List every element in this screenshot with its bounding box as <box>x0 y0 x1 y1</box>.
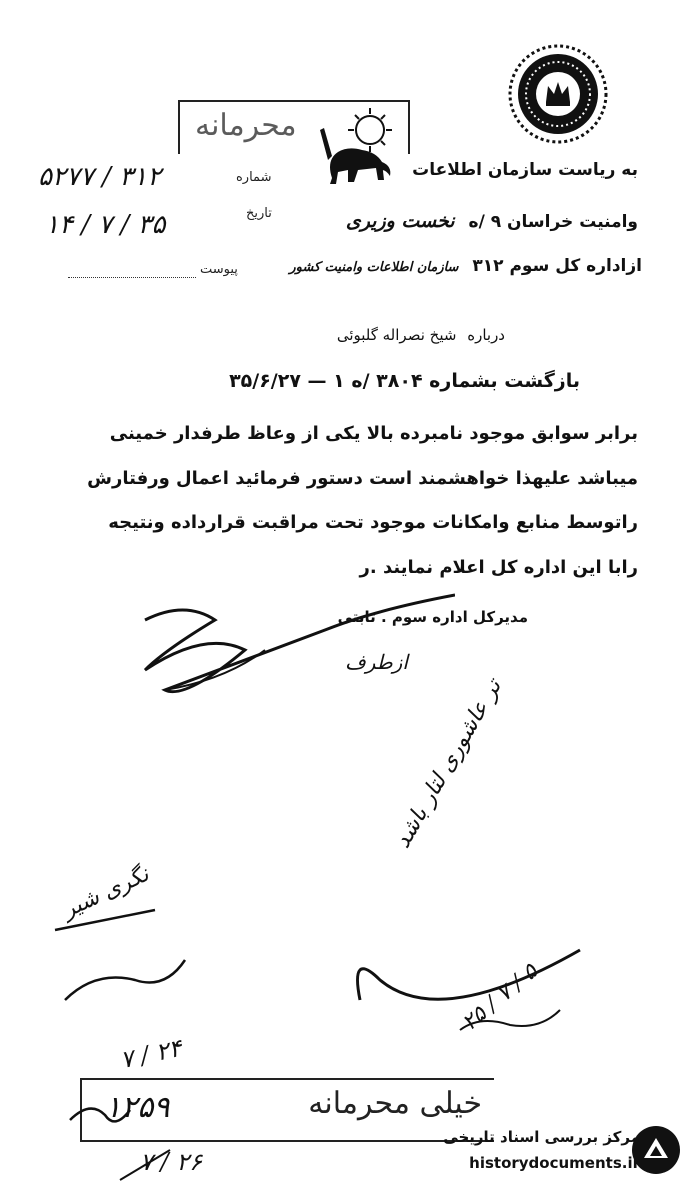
date-label: تاریخ <box>246 206 272 221</box>
subject-label: درباره <box>467 326 505 344</box>
confidential-stamp-top-text: محرمانه <box>195 108 297 143</box>
body-line-1: برابر سوابق موجود نامبرده بالا یکی از وعاظ طرفدار خمینی <box>109 423 638 444</box>
reference-line: بازگشت بشماره ۳۸۰۴ /ه ۱ — ۳۵/۶/۲۷ <box>229 370 580 392</box>
savak-handwritten: سازمان اطلاعات وامنیت کشور <box>289 260 459 275</box>
body-line-4: رابا این اداره کل اعلام نمایند .ر <box>359 557 638 578</box>
number-row <box>236 170 271 185</box>
number-value-handwritten: ۵۲۷۷ / ۳۱۲ <box>38 162 162 192</box>
signatory-title: مدیرکل اداره سوم . ثابتی <box>337 608 528 626</box>
watermark-url: historydocuments.ir <box>469 1154 640 1172</box>
addressee-line: به ریاست سازمان اطلاعات <box>412 160 638 180</box>
lion-and-sun-icon <box>318 100 398 195</box>
subject-value: شیخ نصراله گلبوئی <box>336 326 457 344</box>
prime-ministry-handwritten: نخست وزیری <box>345 210 455 232</box>
handwritten-note-left-text: نگری شیر <box>59 861 153 924</box>
stamp-bottom-date: ۷ / ۲۴ <box>117 1033 185 1075</box>
watermark-title: مرکز بررسی اسناد تاریخی <box>443 1128 640 1146</box>
emblem-seal-icon <box>508 44 608 144</box>
top-secret-stamp-text: خیلی محرمانه <box>308 1086 482 1121</box>
number-label: شماره <box>236 170 272 185</box>
handwritten-note-right-text: تر عاشوری لتار باشد <box>390 675 507 853</box>
from-line <box>289 256 642 276</box>
bottom-handwritten-date: ۷ / ۲۶ <box>140 1148 203 1176</box>
handwritten-note-right-date: ۲۵ / ۷ / ۵ <box>457 958 543 1037</box>
attachment-label: پیوست <box>200 262 238 277</box>
date-row <box>246 206 272 221</box>
body-line-2: میباشد علیهذا خواهشمند است دستور فرمائید اعمال ورفتارش <box>87 468 638 489</box>
stamp-bottom-number: ۱۲۵۹ <box>105 1090 170 1125</box>
signature-on-behalf: ازطرف <box>345 650 408 674</box>
date-value-handwritten: ۱۴ / ۷ / ۳۵ <box>45 210 166 240</box>
addressee-line-2-printed: وامنیت خراسان ۹ /ه <box>468 212 638 232</box>
attachment-dots <box>68 277 196 278</box>
handwritten-note-right <box>320 800 600 1050</box>
from-line-printed: ازاداره کل سوم ۳۱۲ <box>472 256 642 276</box>
subject-row <box>337 326 505 344</box>
bottom-initials-scrawl <box>60 1040 260 1188</box>
addressee-line-2 <box>346 210 638 232</box>
body-line-3: راتوسط منابع وامکانات موجود تحت مراقبت قرارداده ونتیجه <box>108 512 638 533</box>
